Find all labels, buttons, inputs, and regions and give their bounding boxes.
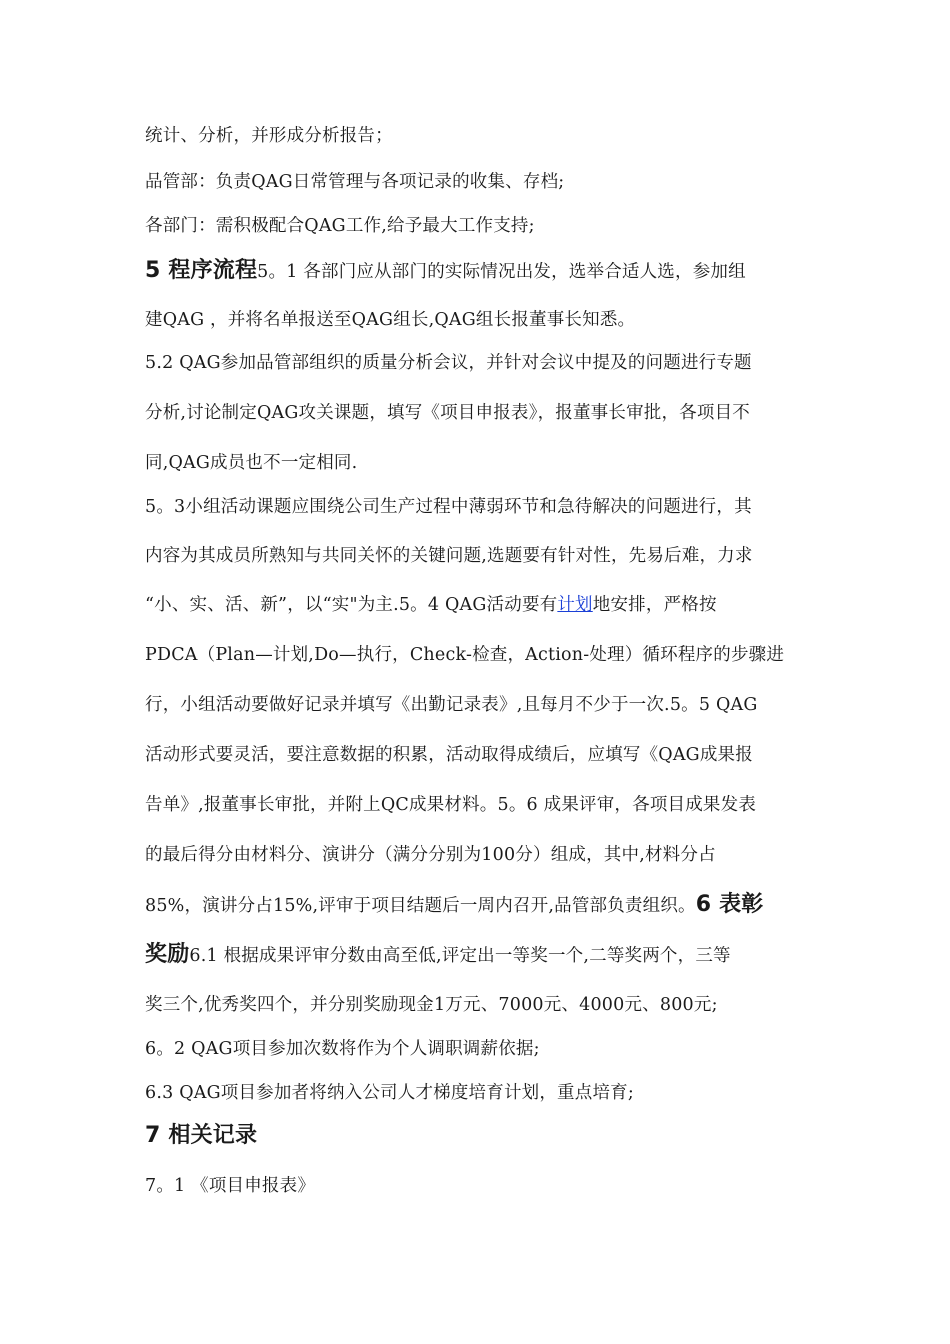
text-line xyxy=(145,793,756,817)
line-text: 的最后得分由材料分、演讲分（满分分别为100分）组成，其中,材料分占 xyxy=(145,845,716,865)
line-text: PDCA（Plan—计划,Do—执行，Check-检查，Action-处理）循环程序的步骤进 xyxy=(145,645,785,665)
line-text: 5。1 各部门应从部门的实际情况出发，选举合适人选，参加组 xyxy=(257,262,746,282)
line-text: 85%，演讲分占15%,评审于项目结题后一周内召开,品管部负责组织。 xyxy=(145,896,696,916)
line-text: 5.2 QAG参加品管部组织的质量分析会议，并针对会议中提及的问题进行专题 xyxy=(145,353,752,373)
text-line xyxy=(145,351,752,375)
line-text: 品管部：负责QAG日常管理与各项记录的收集、存档; xyxy=(145,172,565,192)
text-line xyxy=(145,843,716,867)
line-text: 活动形式要灵活，要注意数据的积累，活动取得成绩后，应填写《QAG成果报 xyxy=(145,745,753,765)
text-line xyxy=(145,495,752,519)
text-line xyxy=(145,743,753,767)
text-line xyxy=(145,943,731,968)
line-text: 告单》,报董事长审批，并附上QC成果材料。5。6 成果评审，各项目成果发表 xyxy=(145,795,757,815)
line-text: 6。2 QAG项目参加次数将作为个人调职调薪依据; xyxy=(145,1039,540,1059)
line-text: 行，小组活动要做好记录并填写《出勤记录表》,且每月不少于一次.5。5 QAG xyxy=(145,695,758,715)
text-line xyxy=(145,544,753,568)
text-line xyxy=(145,893,764,918)
line-text: 同,QAG成员也不一定相同. xyxy=(145,453,358,473)
section-heading: 6 表彰 xyxy=(695,892,764,917)
plan-link[interactable]: 计划 xyxy=(557,595,593,615)
section-heading: 5 程序流程 xyxy=(145,258,258,283)
line-text: “小、实、活、新”，以“实"为主.5。4 QAG活动要有 xyxy=(145,595,558,615)
line-text: 地安排，严格按 xyxy=(592,595,717,615)
text-line xyxy=(145,993,718,1017)
section-heading: 奖励 xyxy=(145,942,190,967)
text-line xyxy=(145,643,784,667)
text-line xyxy=(145,1174,315,1198)
text-line xyxy=(145,451,357,475)
line-text: 7。1 《项目申报表》 xyxy=(145,1176,316,1196)
line-text: 建QAG ，并将名单报送至QAG组长,QAG组长报董事长知悉。 xyxy=(145,310,636,330)
text-line xyxy=(145,401,750,425)
text-line xyxy=(145,1081,634,1105)
line-text: 6.1 根据成果评审分数由高至低,评定出一等奖一个,二等奖两个，三等 xyxy=(189,946,731,966)
text-line xyxy=(145,124,393,148)
line-text: 分析,讨论制定QAG攻关课题，填写《项目申报表》，报董事长审批，各项目不 xyxy=(145,403,750,423)
line-text: 6.3 QAG项目参加者将纳入公司人才梯度培育计划，重点培育; xyxy=(145,1083,634,1103)
line-text: 各部门：需积极配合QAG工作,给予最大工作支持; xyxy=(145,216,535,236)
text-line xyxy=(145,308,635,332)
line-text: 统计、分析，并形成分析报告； xyxy=(145,126,393,146)
text-line xyxy=(145,214,535,238)
text-line xyxy=(145,259,746,284)
text-line xyxy=(145,170,564,194)
line-text: 5。3小组活动课题应围绕公司生产过程中薄弱环节和急待解决的问题进行，其 xyxy=(145,497,752,517)
text-line xyxy=(145,593,717,617)
line-text: 内容为其成员所熟知与共同关怀的关键问题,选题要有针对性，先易后难，力求 xyxy=(145,546,753,566)
section-heading: 7 相关记录 xyxy=(145,1123,258,1148)
line-text: 奖三个,优秀奖四个，并分别奖励现金1万元、7000元、4000元、800元; xyxy=(145,995,718,1015)
text-line xyxy=(145,1037,540,1061)
text-line xyxy=(145,693,758,717)
